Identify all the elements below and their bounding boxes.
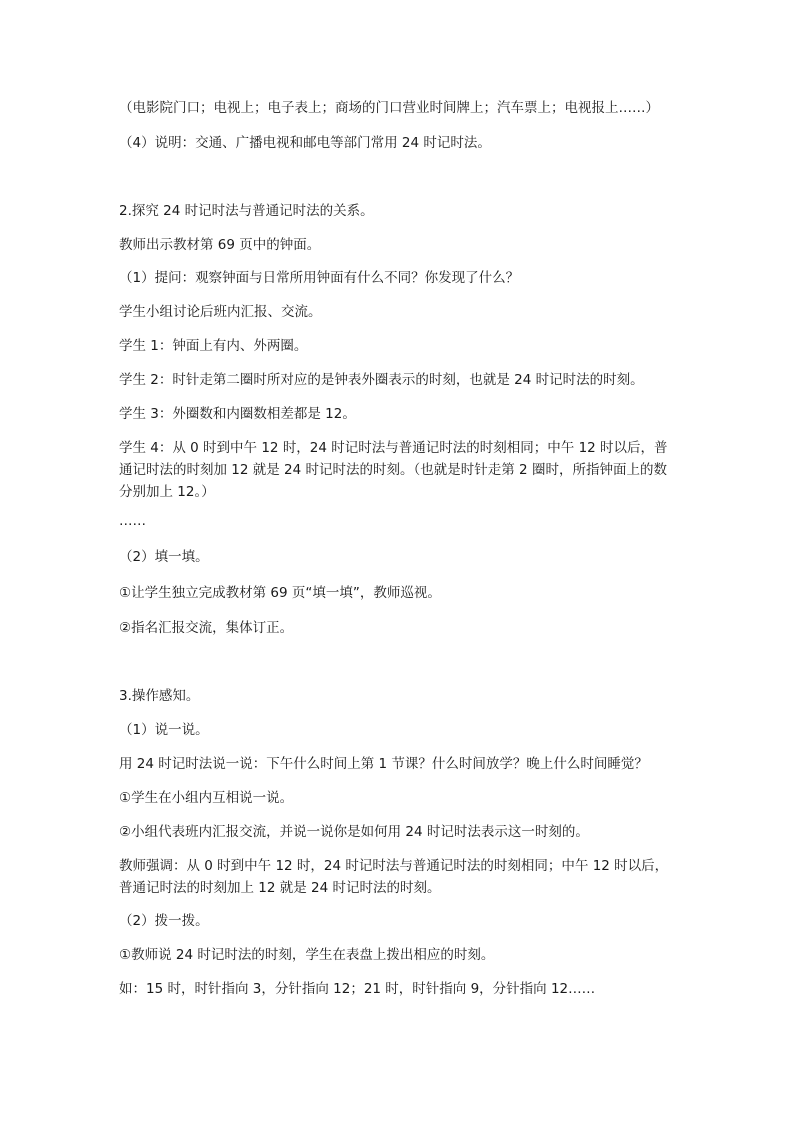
paragraph-student-2: 学生 2：时针走第二圈时所对应的是钟表外圈表示的时刻，也就是 24 时记时法的时刻。 (119, 372, 644, 388)
paragraph-explanation: （4）说明：交通、广播电视和邮电等部门常用 24 时记时法。 (119, 135, 491, 151)
paragraph-dial: （2）拨一拨。 (119, 913, 209, 929)
paragraph-say-step-2: ②小组代表班内汇报交流，并说一说你是如何用 24 时记时法表示这一时刻的。 (119, 824, 589, 840)
paragraph-question: （1）提问：观察钟面与日常所用钟面有什么不同？你发现了什么？ (119, 270, 520, 286)
paragraph-teacher-emphasis: 教师强调：从 0 时到中午 12 时，24 时记时法与普通记时法的时刻相同；中午 12 时以后，普通记时法的时刻加上 12 就是 24 时记时法的时刻。 (119, 858, 669, 896)
paragraph-group-discuss: 学生小组讨论后班内汇报、交流。 (119, 304, 322, 320)
paragraph-examples: （电影院门口；电视上；电子表上；商场的门口营业时间牌上；汽车票上；电视报上……） (119, 100, 659, 116)
paragraph-fill-in: （2）填一填。 (119, 549, 209, 565)
paragraph-dial-step-1: ①教师说 24 时记时法的时刻，学生在表盘上拨出相应的时刻。 (119, 947, 495, 963)
paragraph-dial-example: 如：15 时，时针指向 3，分针指向 12；21 时，时针指向 9，分针指向 12…… (119, 981, 596, 997)
paragraph-fill-step-1: ①让学生独立完成教材第 69 页“填一填”，教师巡视。 (119, 585, 441, 601)
paragraph-say-prompt: 用 24 时记时法说一说：下午什么时间上第 1 节课？什么时间放学？晚上什么时间睡觉？ (119, 756, 648, 772)
section-heading-2: 2.探究 24 时记时法与普通记时法的关系。 (119, 203, 374, 219)
section-heading-3: 3.操作感知。 (119, 688, 200, 704)
paragraph-say: （1）说一说。 (119, 722, 209, 738)
paragraph-student-4: 学生 4：从 0 时到中午 12 时，24 时记时法与普通记时法的时刻相同；中午 12 时以后，普通记时法的时刻加 12 就是 24 时记时法的时刻。（也就是时针走第 2 圈时，所指钟面上的数分别加上 12。） (119, 440, 668, 500)
paragraph-say-step-1: ①学生在小组内互相说一说。 (119, 790, 294, 806)
paragraph-teacher-shows: 教师出示教材第 69 页中的钟面。 (119, 237, 321, 253)
paragraph-ellipsis: …… (119, 513, 146, 529)
paragraph-fill-step-2: ②指名汇报交流，集体订正。 (119, 620, 294, 636)
paragraph-student-3: 学生 3：外圈数和内圈数相差都是 12。 (119, 406, 356, 422)
paragraph-student-1: 学生 1：钟面上有内、外两圈。 (119, 338, 308, 354)
